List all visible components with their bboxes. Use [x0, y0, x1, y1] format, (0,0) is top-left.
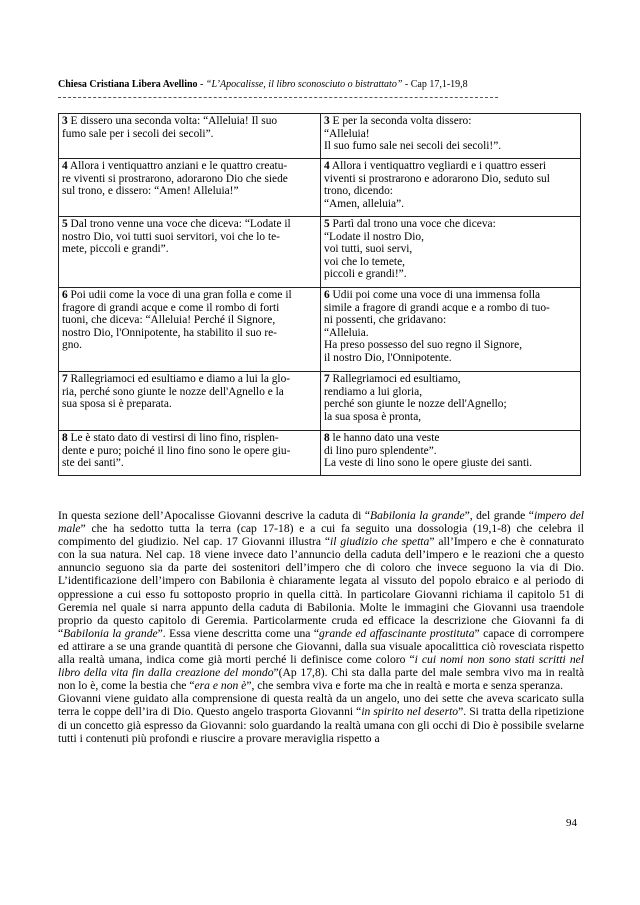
verse-line — [324, 289, 577, 302]
verse-line — [62, 386, 317, 399]
verse-line — [62, 314, 317, 327]
verse-text: gno. — [62, 339, 82, 352]
verse-number: 7 — [62, 373, 68, 385]
header-rule — [58, 97, 498, 98]
header-separator: - — [197, 79, 206, 90]
verse-text: le hanno dato una veste — [329, 432, 440, 444]
verse-number: 7 — [324, 373, 330, 385]
verse-text: voi tutti, suoi servi, — [324, 243, 413, 256]
verse-text: ste dei santi”. — [62, 457, 124, 470]
verse-cell-version-a — [59, 114, 321, 159]
verse-cell-version-a — [59, 372, 321, 431]
verse-line — [324, 218, 577, 231]
verse-line — [62, 173, 317, 186]
verse-cell-version-b — [321, 288, 581, 372]
verse-text: voi che lo temete, — [324, 255, 405, 268]
commentary-paragraph-2: Giovanni viene guidato alla comprensione di questa realtà da un angelo, uno dei sette che aveva scaricato sulla terra le coppe dell’ira di Dio. Questo angelo trasporta Giovanni “in spirito nel deserto”. Si tratta della ripetizione di un concetto già espresso da Giovanni: solo guardando la realtà umana con gli occhi di Dio è possibile svelarne tutti i contenuti più profondi e riuscire a provare meraviglia rispetto a — [58, 692, 584, 745]
verse-cell-version-a — [59, 431, 321, 476]
verse-text: Udii poi come una voce di una immensa folla — [329, 289, 541, 301]
verse-text: “Alleluia. — [324, 326, 369, 339]
verse-text: sul trono, e dissero: “Amen! Alleluia!” — [62, 185, 239, 198]
verse-text: dente e puro; poiché il lino fino sono le opere giu- — [62, 444, 291, 457]
verse-text: la sua sposa è pronta, — [324, 410, 422, 423]
verse-line — [62, 432, 317, 445]
verse-text: piccoli e grandi!”. — [324, 268, 407, 281]
verse-text: tuoni, che diceva: “Alleluia! Perché il Signore, — [62, 314, 276, 327]
table-row — [59, 372, 581, 431]
verse-text: Rallegriamoci ed esultiamo e diamo a lui la glo- — [67, 373, 291, 385]
table-row — [59, 217, 581, 288]
verse-line — [324, 373, 577, 386]
verse-line — [324, 128, 577, 141]
verse-line — [62, 327, 317, 340]
verse-line — [324, 411, 577, 424]
verse-text: Partì dal trono una voce che diceva: — [329, 218, 496, 230]
verse-line — [324, 256, 577, 269]
verse-text: “Alleluia! — [324, 127, 370, 140]
verse-line — [324, 457, 577, 470]
verse-line — [324, 268, 577, 281]
verse-line — [324, 352, 577, 365]
verse-text: il nostro Dio, l'Onnipotente. — [324, 351, 452, 364]
verse-cell-version-b — [321, 114, 581, 159]
verse-text: rendiamo a lui gloria, — [324, 385, 423, 398]
verse-text: “Lodate il nostro Dio, — [324, 230, 424, 243]
verse-cell-version-a — [59, 288, 321, 372]
verse-line — [324, 302, 577, 315]
verse-line — [324, 445, 577, 458]
verse-cell-version-b — [321, 217, 581, 288]
verse-text: trono, dicendo: — [324, 185, 393, 198]
verse-cell-version-b — [321, 431, 581, 476]
verse-number: 5 — [62, 218, 68, 230]
verse-text: E per la seconda volta dissero: — [329, 115, 472, 127]
verse-line — [62, 373, 317, 386]
verse-line — [324, 231, 577, 244]
verse-line — [324, 160, 577, 173]
verse-line — [324, 327, 577, 340]
verse-cell-version-b — [321, 159, 581, 217]
verse-line — [62, 302, 317, 315]
verse-number: 4 — [324, 160, 330, 172]
verse-number: 6 — [324, 289, 330, 301]
verse-text: E dissero una seconda volta: “Alleluia! Il suo — [67, 115, 278, 127]
verse-line — [324, 243, 577, 256]
commentary-text — [58, 509, 584, 745]
verse-text: re viventi si prostrarono, adorarono Dio che siede — [62, 172, 288, 185]
verse-line — [62, 218, 317, 231]
verse-text: Ha preso possesso del suo regno il Signore, — [324, 339, 523, 352]
verse-text: Le è stato dato di vestirsi di lino fino, risplen- — [67, 432, 279, 444]
verse-line — [62, 398, 317, 411]
page-number: 94 — [566, 817, 577, 829]
verse-cell-version-b — [321, 372, 581, 431]
page-header — [58, 79, 588, 91]
header-organization: Chiesa Cristiana Libera Avellino — [58, 79, 198, 90]
verse-text: nostro Dio, l'Onnipotente, ha stabilito il suo re- — [62, 326, 277, 339]
verse-text: Allora i ventiquattro vegliardi e i quattro esseri — [329, 160, 547, 172]
verse-text: Poi udii come la voce di una gran folla e come il — [67, 289, 292, 301]
verse-line — [62, 339, 317, 352]
verse-line — [62, 289, 317, 302]
verse-cell-version-a — [59, 217, 321, 288]
verse-line — [62, 243, 317, 256]
verse-number: 6 — [62, 289, 68, 301]
verse-text: viventi si prostrarono e adorarono Dio, seduto sul — [324, 172, 550, 185]
verse-line — [62, 160, 317, 173]
verse-line — [62, 185, 317, 198]
verse-text: Allora i ventiquattro anziani e le quattro creatu- — [67, 160, 288, 172]
verse-number: 5 — [324, 218, 330, 230]
table-row — [59, 159, 581, 217]
verse-text: Rallegriamoci ed esultiamo, — [329, 373, 461, 385]
verse-text: fumo sale per i secoli dei secoli”. — [62, 127, 214, 140]
header-chapter: - Cap 17,1-19,8 — [402, 79, 468, 90]
table-row — [59, 431, 581, 476]
bible-comparison-table — [58, 113, 581, 476]
verse-line — [62, 128, 317, 141]
verse-number: 8 — [324, 432, 330, 444]
table-row — [59, 114, 581, 159]
verse-line — [62, 445, 317, 458]
verse-text: “Amen, alleluia”. — [324, 197, 405, 210]
verse-line — [324, 115, 577, 128]
verse-line — [324, 140, 577, 153]
table-row — [59, 288, 581, 372]
verse-line — [62, 457, 317, 470]
verse-number: 3 — [62, 115, 68, 127]
verse-text: perché son giunte le nozze dell'Agnello; — [324, 398, 507, 411]
verse-text: ria, perché sono giunte le nozze dell'Agnello e la — [62, 385, 284, 398]
verse-text: nostro Dio, voi tutti suoi servitori, voi che lo te- — [62, 230, 280, 243]
header-title: “L’Apocalisse, il libro sconosciuto o bistrattato” — [205, 79, 403, 90]
verse-text: La veste di lino sono le opere giuste dei santi. — [324, 457, 533, 470]
verse-number: 4 — [62, 160, 68, 172]
verse-line — [324, 185, 577, 198]
verse-text: Dal trono venne una voce che diceva: “Lodate il — [67, 218, 291, 230]
verse-text: fragore di grandi acque e come il rombo di forti — [62, 301, 280, 314]
verse-line — [324, 314, 577, 327]
verse-text: sua sposa si è preparata. — [62, 398, 172, 411]
verse-line — [324, 198, 577, 211]
verse-line — [62, 231, 317, 244]
verse-number: 8 — [62, 432, 68, 444]
verse-line — [324, 386, 577, 399]
verse-cell-version-a — [59, 159, 321, 217]
verse-line — [324, 398, 577, 411]
verse-text: Il suo fumo sale nei secoli dei secoli!”. — [324, 140, 502, 153]
verse-line — [324, 432, 577, 445]
commentary-paragraph-1: In questa sezione dell’Apocalisse Giovanni descrive la caduta di “Babilonia la grande”, del grande “impero del male” che ha sedotto tutta la terra (cap 17-18) e a cui fa seguito una dossologia (19,1-8) che celebra il compimento del giudizio. Nel cap. 17 Giovanni illustra “il giudizio che spetta” all’Impero e che è connaturato con la sua natura. Nel cap. 18 viene invece dato l’annuncio della caduta dell’impero e le reazioni che a questo annuncio seguono sia da parte dei sostenitori dell’impero che di coloro che invece seguono la via di Dio. L’identificazione dell’impero con Babilonia è chiaramente legata al vissuto del popolo ebraico e al periodo di oppressione a cui esso fu sottoposto proprio in quella città. In particolare Giovanni richiama il capitolo 51 di Geremia nel quale si narra appunto della caduta di Babilonia. Molte le immagini che Giovanni usa traendole proprio da questo capitolo di Geremia. Particolarmente cruda ed efficace la descrizione che Giovanni fa di “Babilonia la grande”. Essa viene descritta come una “grande ed affascinante prostituta” capace di corrompere ed attirare a se una grande quantità di persone che Giovanni, dalla sua visuale apocalittica ciò rovesciata rispetto alla realtà umana, indica come già morti perché li definisce come coloro “i cui nomi non sono stati scritti nel libro della vita fin dalla creazione del mondo”(Ap 17,8). Chi sta dalla parte del male sembra vivo ma in realtà non lo è, come la bestia che “era e non è”, che sembra viva e forte ma che in realtà e morta e senza speranza. — [58, 509, 585, 693]
verse-number: 3 — [324, 115, 330, 127]
verse-text: simile a fragore di grandi acque e a rombo di tuo- — [324, 301, 550, 314]
verse-line — [324, 339, 577, 352]
verse-text: ni possenti, che gridavano: — [324, 314, 447, 327]
verse-text: mete, piccoli e grandi”. — [62, 243, 169, 256]
verse-line — [62, 115, 317, 128]
verse-text: di lino puro splendente”. — [324, 444, 437, 457]
verse-line — [324, 173, 577, 186]
